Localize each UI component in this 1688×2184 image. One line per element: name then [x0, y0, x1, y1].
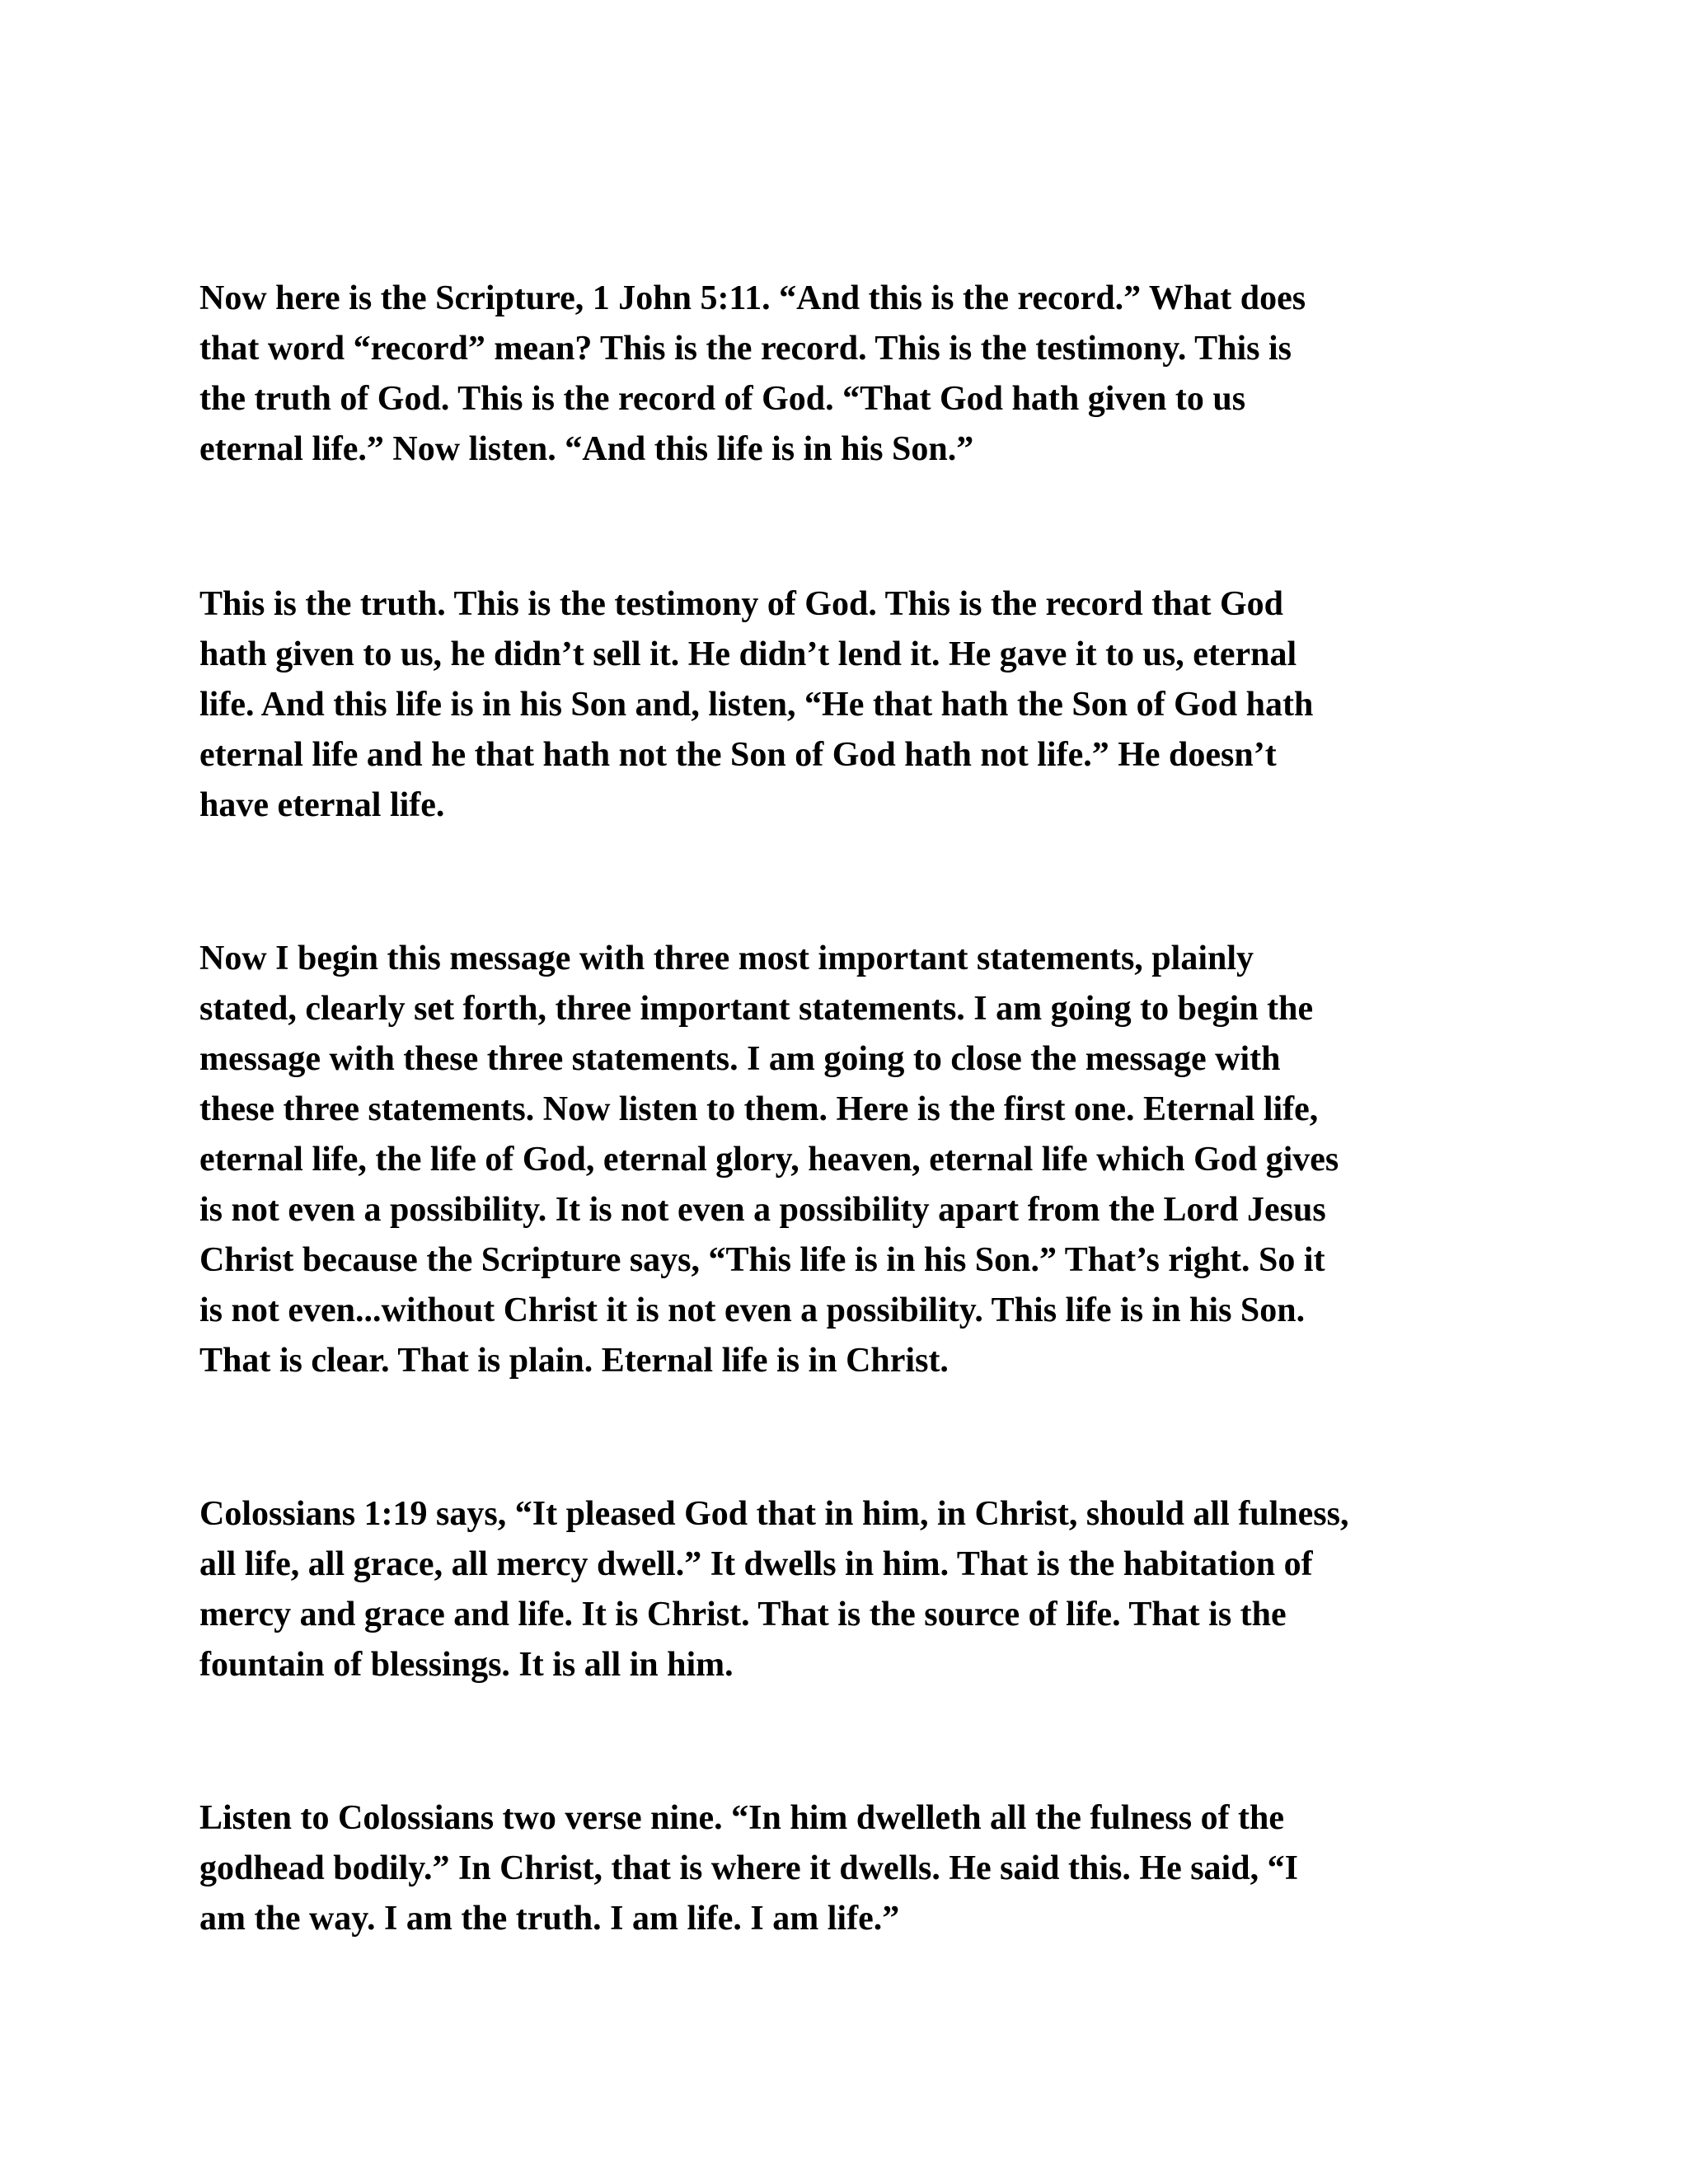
- paragraph-3: [199, 934, 1485, 1386]
- text-line: is not even...without Christ it is not even a possibility. This life is in his Son.: [199, 1291, 1306, 1329]
- text-line: the truth of God. This is the record of God. “That God hath given to us: [199, 380, 1246, 418]
- text-line: stated, clearly set forth, three important statements. I am going to begin the: [199, 990, 1314, 1028]
- text-line: godhead bodily.” In Christ, that is where it dwells. He said this. He said, “I: [199, 1849, 1298, 1887]
- text-line: Colossians 1:19 says, “It pleased God that in him, in Christ, should all fulness,: [199, 1495, 1349, 1533]
- text-line: Now I begin this message with three most important statements, plainly: [199, 940, 1254, 977]
- text-line: life. And this life is in his Son and, listen, “He that hath the Son of God hath: [199, 686, 1314, 724]
- text-line: eternal life.” Now listen. “And this life is in his Son.”: [199, 430, 974, 468]
- paragraph-spacer: [199, 475, 1485, 579]
- text-line: these three statements. Now listen to them. Here is the first one. Eternal life,: [199, 1090, 1319, 1128]
- text-line: am the way. I am the truth. I am life. I am life.”: [199, 1900, 900, 1938]
- text-line: mercy and grace and life. It is Christ. That is the source of life. That is the: [199, 1596, 1287, 1633]
- text-line: That is clear. That is plain. Eternal life is in Christ.: [199, 1342, 949, 1380]
- paragraph-2: [199, 579, 1485, 831]
- paragraph-spacer: [199, 1690, 1485, 1793]
- text-line: This is the truth. This is the testimony of God. This is the record that God: [199, 585, 1283, 623]
- paragraph-4: [199, 1489, 1485, 1690]
- text-line: eternal life, the life of God, eternal glory, heaven, eternal life which God gives: [199, 1141, 1339, 1179]
- text-line: message with these three statements. I am going to close the message with: [199, 1040, 1281, 1078]
- text-line: Christ because the Scripture says, “This life is in his Son.” That’s right. So it: [199, 1241, 1325, 1279]
- paragraph-5: [199, 1793, 1485, 1944]
- text-line: fountain of blessings. It is all in him.: [199, 1646, 734, 1684]
- text-line: have eternal life.: [199, 786, 445, 824]
- text-line: is not even a possibility. It is not even a possibility apart from the Lord Jesus: [199, 1191, 1326, 1229]
- text-line: hath given to us, he didn’t sell it. He didn’t lend it. He gave it to us, eternal: [199, 635, 1297, 673]
- text-line: that word “record” mean? This is the record. This is the testimony. This is: [199, 330, 1292, 368]
- text-line: eternal life and he that hath not the Son of God hath not life.” He doesn’t: [199, 736, 1277, 774]
- text-line: all life, all grace, all mercy dwell.” It dwells in him. That is the habitation of: [199, 1545, 1313, 1583]
- paragraph-1: [199, 274, 1485, 475]
- paragraph-spacer: [199, 1386, 1485, 1489]
- paragraph-spacer: [199, 831, 1485, 934]
- text-line: Now here is the Scripture, 1 John 5:11. “And this is the record.” What does: [199, 279, 1306, 317]
- document-body: [199, 274, 1485, 1944]
- text-line: Listen to Colossians two verse nine. “In him dwelleth all the fulness of the: [199, 1799, 1285, 1837]
